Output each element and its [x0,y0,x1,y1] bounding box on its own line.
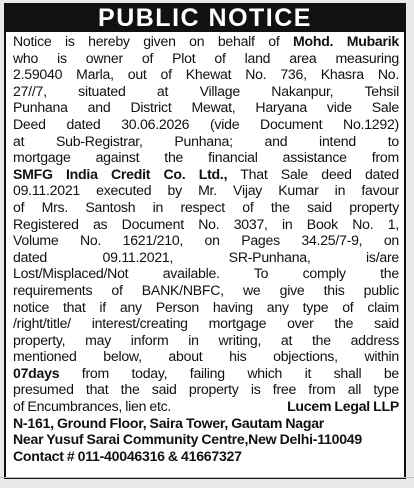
notice-line-text: That Sale deed dated [227,165,399,182]
address-line-2: Near Yusuf Sarai Community Centre,New Delhi-110049 [13,431,362,448]
notice-line-text: /right/title/ interest/creating mortgage over the said [13,315,399,332]
notice-line-text: property, may inform in writing, at the address [13,331,399,348]
notice-line [13,149,399,166]
notice-line [13,282,399,299]
notice-line [13,50,399,67]
notice-line-bold-text: 07days [13,364,60,381]
notice-line [13,299,399,316]
notice-line-text: who is owner of Plot of land area measuring [13,49,399,66]
notice-line-text: notice that if any Person having any type of claim [13,298,399,315]
notice-line [13,116,399,133]
closing-line [13,398,399,415]
notice-line-text: Deed dated 30.06.2026 (vide Document No.1292) [13,115,399,132]
notice-line-text: Lost/Misplaced/Not available. To comply the [13,265,399,282]
notice-line [13,249,399,266]
notice-line-text: Punhana and District Mewat, Haryana vide Sale [13,99,399,116]
public-notice [4,3,406,479]
notice-line-bold-text: Mohd. Mubarik [292,33,400,49]
notice-line [13,348,399,365]
notice-line-text: mortgage against the financial assistance from [13,149,399,166]
notice-line-text: of Mrs. Santosh in respect of the said property [13,198,399,215]
firm-name: Lucem Legal LLP [287,398,399,415]
notice-line-text: presumed that the said property is free from all type [13,381,399,398]
notice-line [13,199,399,216]
notice-line-text: mentioned below, about his objections, within [13,348,399,365]
notice-line-bold-text: SMFG India Credit Co. Ltd., [13,165,228,182]
notice-line [13,216,399,233]
notice-title: PUBLIC NOTICE [6,5,404,32]
notice-body-lines [13,33,399,398]
notice-line-text: 27//7, situated at Village Nakanpur, Tehsil [13,82,399,99]
notice-line [13,133,399,150]
notice-line [13,33,399,50]
notice-line-text: Registered as Document No. 3037, in Book No. 1, [13,215,399,232]
notice-line [13,99,399,116]
notice-line [13,265,399,282]
contact-line: Contact # 011-40046316 & 41667327 [13,447,242,464]
notice-line-text: from today, failing which it shall be [59,364,399,381]
page-divider [0,477,414,478]
notice-line-text: Volume No. 1621/210, on Pages 34.25/7-9, on [13,232,399,249]
notice-line [13,232,399,249]
address-line-1: N-161, Ground Floor, Saira Tower, Gautam Nagar [13,414,325,431]
notice-line [13,381,399,398]
notice-line [13,315,399,332]
notice-line-text: Notice is hereby given on behalf of [13,33,293,49]
notice-line [13,83,399,100]
notice-line-text: requirements of BANK/NBFC, we give this public [13,281,399,298]
notice-line [13,365,399,382]
notice-line [13,66,399,83]
closing-text: of Encumbrances, lien etc. [13,398,172,415]
notice-line [13,332,399,349]
notice-line [13,166,399,183]
notice-line-text: 09.11.2021 executed by Mr. Vijay Kumar in favour [13,182,399,199]
notice-line-text: at Sub-Registrar, Punhana; and intend to [13,132,399,149]
notice-line-text: dated 09.11.2021, SR-Punhana, is/are [13,248,399,265]
notice-line-text: 2.59040 Marla, out of Khewat No. 736, Khasra No. [13,66,399,83]
notice-body [6,32,404,464]
notice-line [13,182,399,199]
